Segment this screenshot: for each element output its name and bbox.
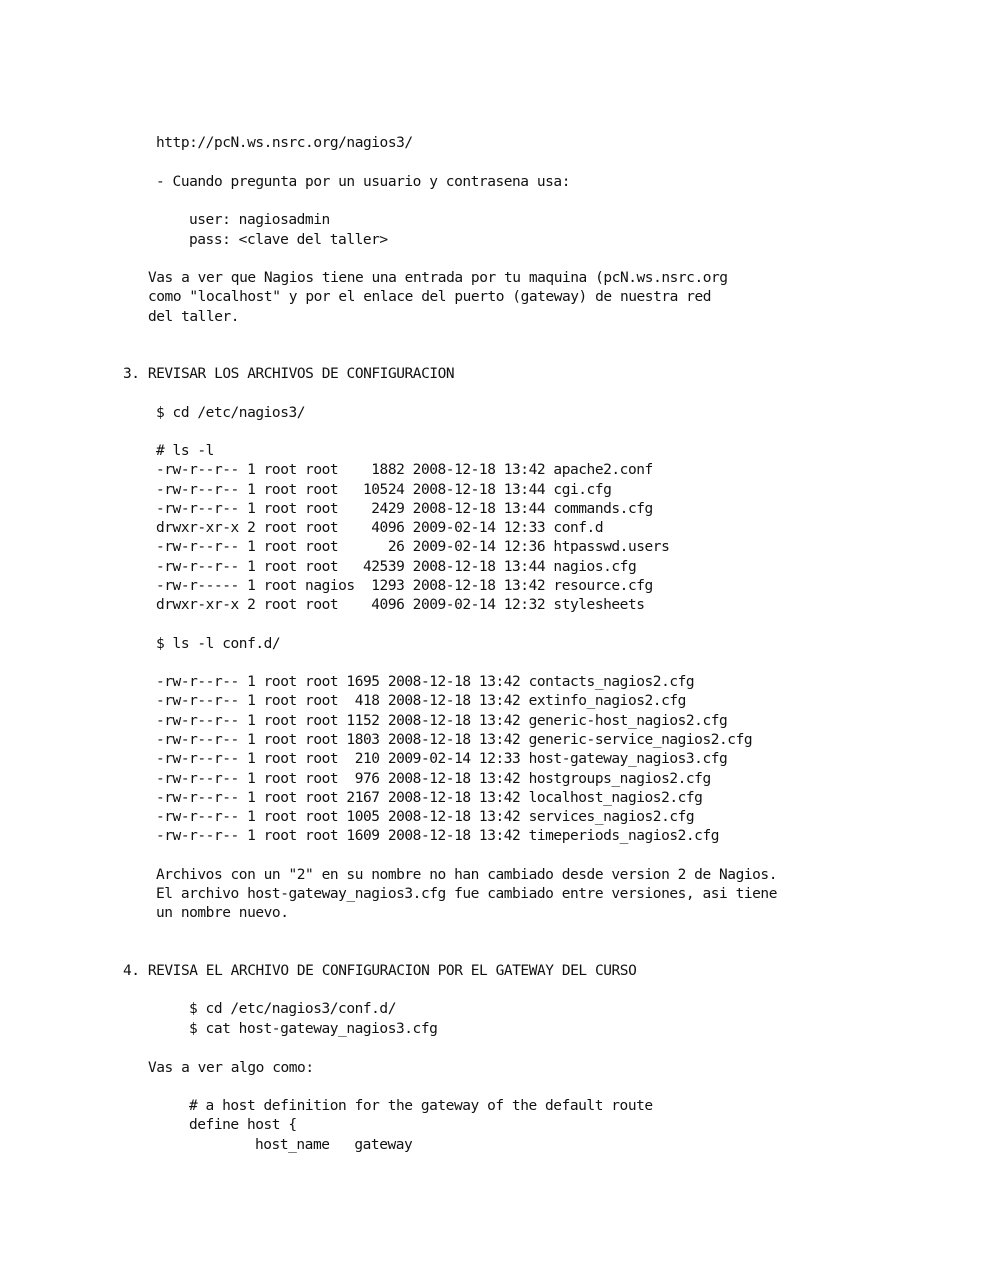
conf-listing-row: -rw-r--r-- 1 root root 976 2008-12-18 13:42 hostgroups_nagios2.cfg [156,771,711,787]
intro-paragraph-line: del taller. [148,309,240,325]
config-host-name: host_name gateway [255,1137,413,1153]
cd-conf-command: $ cd /etc/nagios3/conf.d/ [189,1001,396,1017]
conf-listing-row: -rw-r--r-- 1 root root 1005 2008-12-18 13:42 services_nagios2.cfg [156,809,695,825]
conf-listing-row: -rw-r--r-- 1 root root 1152 2008-12-18 13:42 generic-host_nagios2.cfg [156,713,728,729]
cat-command: $ cat host-gateway_nagios3.cfg [189,1021,438,1037]
credential-pass: pass: <clave del taller> [189,232,388,248]
conf-listing-row: -rw-r--r-- 1 root root 210 2009-02-14 12:33 host-gateway_nagios3.cfg [156,751,728,767]
ls-listing-row: -rw-r--r-- 1 root root 2429 2008-12-18 13:44 commands.cfg [156,501,653,517]
conf-listing-row: -rw-r--r-- 1 root root 2167 2008-12-18 13:42 localhost_nagios2.cfg [156,790,703,806]
nagios-url: http://pcN.ws.nsrc.org/nagios3/ [156,135,413,151]
config-comment: # a host definition for the gateway of the default route [189,1098,653,1114]
section-3-heading: 3. REVISAR LOS ARCHIVOS DE CONFIGURACION [123,366,455,382]
intro-paragraph-line: como "localhost" y por el enlace del puerto (gateway) de nuestra red [148,289,712,305]
version-note-line: un nombre nuevo. [156,905,289,921]
version-note-line: El archivo host-gateway_nagios3.cfg fue cambiado entre versiones, asi tiene [156,886,777,902]
version-note-line: Archivos con un "2" en su nombre no han cambiado desde version 2 de Nagios. [156,867,777,883]
section-4-heading: 4. REVISA EL ARCHIVO DE CONFIGURACION POR EL GATEWAY DEL CURSO [123,963,637,979]
ls-listing-row: -rw-r--r-- 1 root root 26 2009-02-14 12:36 htpasswd.users [156,539,670,555]
ls-listing-row: -rw-r--r-- 1 root root 10524 2008-12-18 13:44 cgi.cfg [156,482,612,498]
ls-listing-row: drwxr-xr-x 2 root root 4096 2009-02-14 12:33 conf.d [156,520,604,536]
conf-listing-row: -rw-r--r-- 1 root root 1803 2008-12-18 13:42 generic-service_nagios2.cfg [156,732,753,748]
conf-listing-row: -rw-r--r-- 1 root root 418 2008-12-18 13:42 extinfo_nagios2.cfg [156,693,686,709]
ls-listing-row: -rw-r----- 1 root nagios 1293 2008-12-18 13:42 resource.cfg [156,578,653,594]
credential-user: user: nagiosadmin [189,212,330,228]
ls-listing-row: -rw-r--r-- 1 root root 42539 2008-12-18 13:44 nagios.cfg [156,559,637,575]
example-intro: Vas a ver algo como: [148,1060,314,1076]
ls-command: # ls -l [156,443,214,459]
login-prompt: - Cuando pregunta por un usuario y contrasena usa: [156,174,570,190]
intro-paragraph-line: Vas a ver que Nagios tiene una entrada por tu maquina (pcN.ws.nsrc.org [148,270,728,286]
cd-command: $ cd /etc/nagios3/ [156,405,306,421]
config-define-host: define host { [189,1117,297,1133]
ls-listing-row: -rw-r--r-- 1 root root 1882 2008-12-18 13:42 apache2.conf [156,462,653,478]
ls-listing-row: drwxr-xr-x 2 root root 4096 2009-02-14 12:32 stylesheets [156,597,645,613]
ls-conf-command: $ ls -l conf.d/ [156,636,281,652]
conf-listing-row: -rw-r--r-- 1 root root 1695 2008-12-18 13:42 contacts_nagios2.cfg [156,674,695,690]
conf-listing-row: -rw-r--r-- 1 root root 1609 2008-12-18 13:42 timeperiods_nagios2.cfg [156,828,720,844]
